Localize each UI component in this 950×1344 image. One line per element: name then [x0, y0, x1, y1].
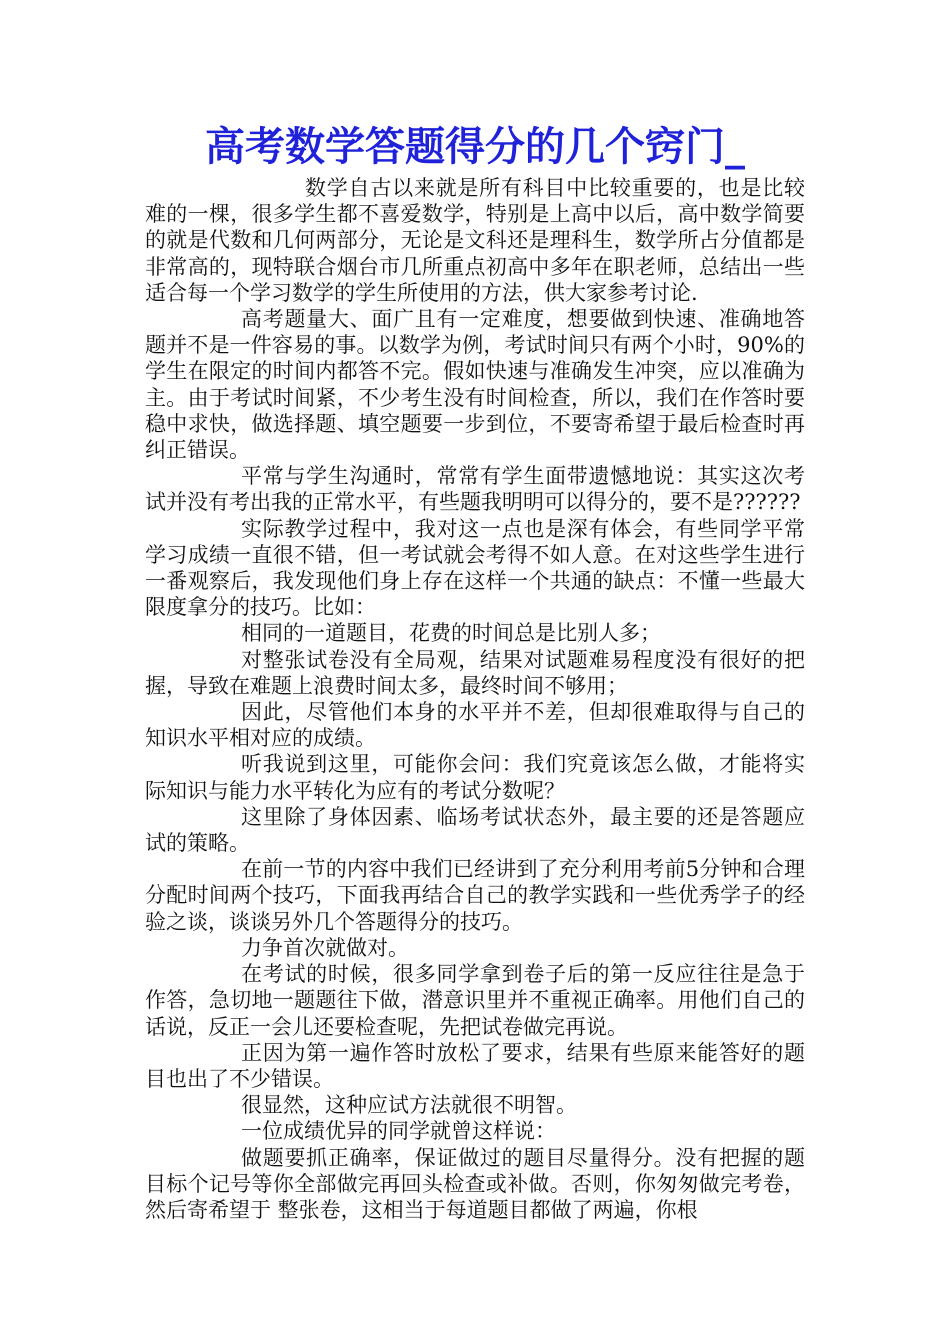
paragraph: 正因为第一遍作答时放松了要求，结果有些原来能答好的题目也出了不少错误。: [145, 1040, 805, 1091]
paragraph: 实际教学过程中，我对这一点也是深有体会，有些同学平常学习成绩一直很不错，但一考试就会考得不如人意。在对这些学生进行一番观察后，我发现他们身上存在这样一个共通的缺点：不懂一些最大限度拿分的技巧。比如：: [145, 516, 805, 620]
paragraph: 这里除了身体因素、临场考试状态外，最主要的还是答题应试的策略。: [145, 804, 805, 856]
document-body: [145, 175, 805, 1223]
paragraph: 听我说到这里，可能你会问：我们究竟该怎么做，才能将实际知识与能力水平转化为应有的考试分数呢？: [145, 752, 805, 803]
paragraph: 平常与学生沟通时，常常有学生面带遗憾地说：其实这次考试并没有考出我的正常水平，有些题我明明可以得分的，要不是??????: [145, 464, 805, 515]
paragraph: 因此，尽管他们本身的水平并不差，但却很难取得与自己的知识水平相对应的成绩。: [145, 700, 805, 751]
paragraph: 在前一节的内容中我们已经讲到了充分利用考前5分钟和合理分配时间两个技巧，下面我再结合自己的教学实践和一些优秀学子的经验之谈，谈谈另外几个答题得分的技巧。: [145, 857, 805, 934]
paragraph-intro: 数学自古以来就是所有科目中比较重要的，也是比较难的一棵，很多学生都不喜爱数学，特别是上高中以后，高中数学简要的就是代数和几何两部分，无论是文科还是理科生，数学所占分值都是非常高的，现特联合烟台市几所重点初高中多年在职老师，总结出一些适合每一个学习数学的学生所使用的方法，供大家参考讨论.: [145, 176, 805, 305]
paragraph: 对整张试卷没有全局观，结果对试题难易程度没有很好的把握，导致在难题上浪费时间太多，最终时间不够用；: [145, 647, 805, 698]
paragraph: 很显然，这种应试方法就很不明智。: [241, 1093, 577, 1118]
document-title: 高考数学答题得分的几个窍门_: [205, 123, 745, 170]
paragraph: 一位成绩优异的同学就曾这样说：: [241, 1119, 556, 1144]
paragraph: 力争首次就做对。: [241, 935, 409, 960]
paragraph: 相同的一道题目，花费的时间总是比别人多；: [241, 621, 661, 646]
paragraph: 高考题量大、面广且有一定难度，想要做到快速、准确地答题并不是一件容易的事。以数学为例，考试时间只有两个小时，90%的学生在限定的时间内都答不完。假如快速与准确发生冲突，应以准确为主。由于考试时间紧，不少考生没有时间检查，所以，我们在作答时要稳中求快，做选择题、填空题要一步到位，不要寄希望于最后检查时再纠正错误。: [145, 307, 805, 463]
paragraph: 在考试的时候，很多同学拿到卷子后的第一反应往往是急于作答，急切地一题题往下做，潜意识里并不重视正确率。用他们自己的话说，反正一会儿还要检查呢，先把试卷做完再说。: [145, 962, 805, 1039]
paragraph: 做题要抓正确率，保证做过的题目尽量得分。没有把握的题目标个记号等你全部做完再回头检查或补做。否则，你匆匆做完考卷，然后寄希望于 整张卷，这相当于每道题目都做了两遍，你根: [145, 1145, 805, 1222]
